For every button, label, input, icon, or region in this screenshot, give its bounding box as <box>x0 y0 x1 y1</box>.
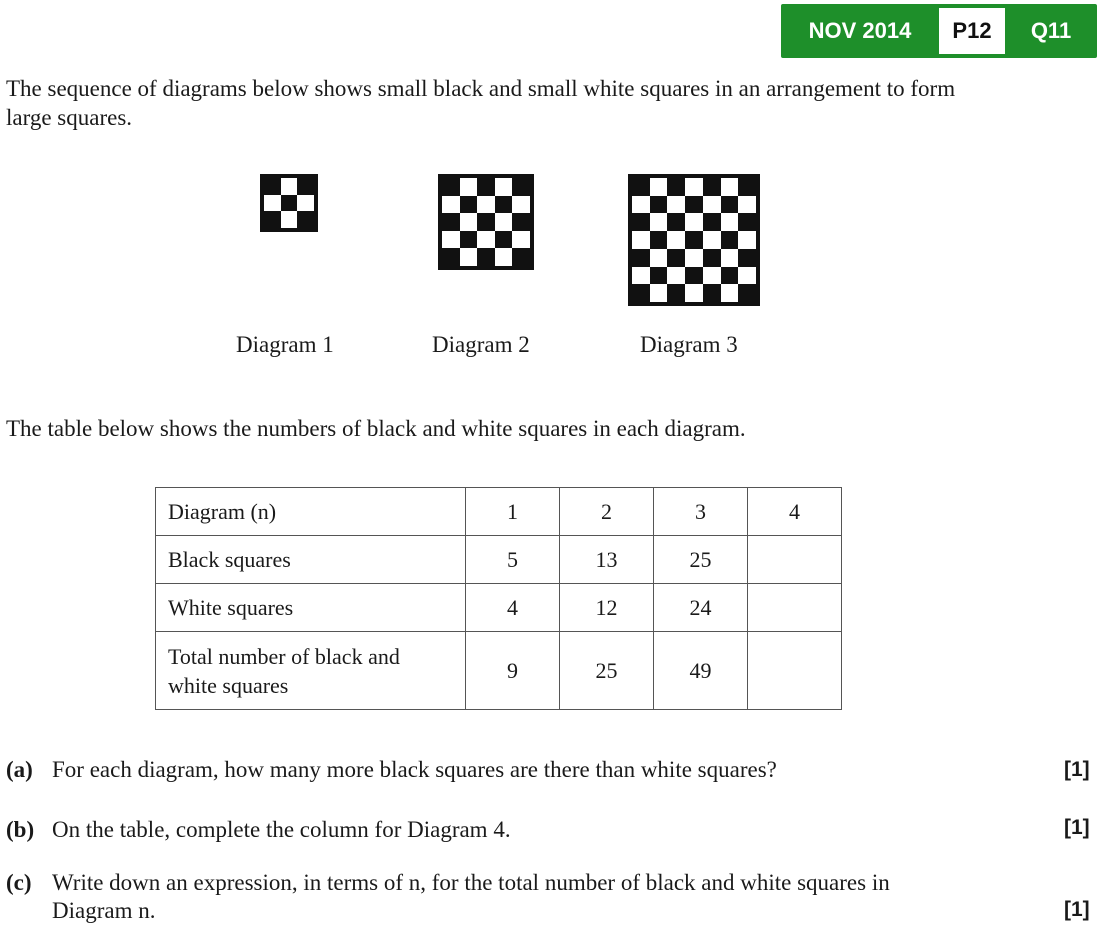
white-square <box>721 249 739 267</box>
black-square <box>264 211 281 228</box>
black-square <box>632 178 650 196</box>
black-square <box>667 249 685 267</box>
black-square <box>297 211 314 228</box>
black-square <box>264 178 281 195</box>
white-square <box>738 267 756 285</box>
black-square <box>632 284 650 302</box>
black-square <box>477 248 495 266</box>
white-square <box>721 213 739 231</box>
black-square <box>632 249 650 267</box>
row-label-total: Total number of black and white squares <box>156 632 466 710</box>
black-square <box>703 213 721 231</box>
black-square <box>442 213 460 231</box>
question-b-mark: [1] <box>1064 816 1090 839</box>
black-square <box>667 213 685 231</box>
white-square <box>667 196 685 214</box>
question-letter: (b) <box>6 817 35 842</box>
white-square <box>703 231 721 249</box>
white-square <box>738 196 756 214</box>
squares-table <box>155 487 842 710</box>
question-text: For each diagram, how many more black squares are there than white squares? <box>52 757 777 782</box>
black-square <box>738 249 756 267</box>
black-square <box>650 196 668 214</box>
question-b <box>6 816 986 844</box>
white-square <box>442 231 460 249</box>
white-square <box>703 196 721 214</box>
white-square <box>460 213 478 231</box>
diagram-1-grid <box>260 174 318 232</box>
white-square <box>667 231 685 249</box>
black-square <box>703 249 721 267</box>
table-cell: 1 <box>466 488 560 536</box>
table-row <box>156 632 842 710</box>
black-square <box>650 267 668 285</box>
white-square <box>495 178 513 196</box>
white-square <box>650 249 668 267</box>
black-square <box>667 178 685 196</box>
question-letter: (c) <box>6 870 32 895</box>
white-square <box>281 178 298 195</box>
row-label-black: Black squares <box>156 536 466 584</box>
black-square <box>512 248 530 266</box>
diagram-3-label: Diagram 3 <box>640 332 738 357</box>
black-square <box>477 213 495 231</box>
row-label-white: White squares <box>156 584 466 632</box>
black-square <box>738 178 756 196</box>
black-square <box>685 231 703 249</box>
badge-date: NOV 2014 <box>808 18 912 43</box>
black-square <box>495 196 513 214</box>
white-square <box>738 231 756 249</box>
blank-answer-cell[interactable] <box>748 632 842 710</box>
table-cell: 49 <box>654 632 748 710</box>
table-row <box>156 536 842 584</box>
black-square <box>667 284 685 302</box>
black-square <box>703 178 721 196</box>
white-square <box>442 196 460 214</box>
question-c-mark: [1] <box>1064 898 1090 921</box>
table-cell: 4 <box>466 584 560 632</box>
black-square <box>703 284 721 302</box>
white-square <box>512 196 530 214</box>
white-square <box>632 267 650 285</box>
white-square <box>650 284 668 302</box>
black-square <box>460 196 478 214</box>
question-letter: (a) <box>6 757 33 782</box>
black-square <box>650 231 668 249</box>
table-cell: 5 <box>466 536 560 584</box>
black-square <box>495 231 513 249</box>
table-cell: 4 <box>748 488 842 536</box>
diagram-2-label: Diagram 2 <box>432 332 530 357</box>
black-square <box>297 178 314 195</box>
badge-paper: P12 <box>939 8 1005 54</box>
black-square <box>512 178 530 196</box>
question-badge <box>781 4 1097 58</box>
table-row <box>156 488 842 536</box>
black-square <box>721 231 739 249</box>
white-square <box>495 213 513 231</box>
white-square <box>721 284 739 302</box>
white-square <box>667 267 685 285</box>
diagram-3-grid <box>628 174 760 306</box>
question-text: On the table, complete the column for Diagram 4. <box>52 817 511 842</box>
white-square <box>632 196 650 214</box>
question-a-mark: [1] <box>1064 758 1090 781</box>
black-square <box>738 284 756 302</box>
badge-question: Q11 <box>1030 18 1072 43</box>
row-label-diagram: Diagram (n) <box>156 488 466 536</box>
white-square <box>495 248 513 266</box>
white-square <box>477 196 495 214</box>
white-square <box>685 213 703 231</box>
table-cell: 2 <box>560 488 654 536</box>
white-square <box>460 248 478 266</box>
black-square <box>281 195 298 212</box>
table-cell: 24 <box>654 584 748 632</box>
question-a <box>6 756 986 784</box>
black-square <box>512 213 530 231</box>
table-cell: 12 <box>560 584 654 632</box>
table-cell: 3 <box>654 488 748 536</box>
white-square <box>297 195 314 212</box>
diagram-1-label: Diagram 1 <box>236 332 334 357</box>
white-square <box>650 178 668 196</box>
black-square <box>632 213 650 231</box>
black-square <box>477 178 495 196</box>
black-square <box>721 267 739 285</box>
white-square <box>460 178 478 196</box>
white-square <box>512 231 530 249</box>
table-cell: 25 <box>654 536 748 584</box>
blank-answer-cell[interactable] <box>748 584 842 632</box>
table-row <box>156 584 842 632</box>
white-square <box>281 211 298 228</box>
black-square <box>442 248 460 266</box>
black-square <box>460 231 478 249</box>
table-cell: 25 <box>560 632 654 710</box>
white-square <box>685 249 703 267</box>
black-square <box>721 196 739 214</box>
black-square <box>685 267 703 285</box>
white-square <box>632 231 650 249</box>
black-square <box>685 196 703 214</box>
white-square <box>685 284 703 302</box>
white-square <box>650 213 668 231</box>
white-square <box>477 231 495 249</box>
diagram-2-grid <box>438 174 534 270</box>
white-square <box>685 178 703 196</box>
white-square <box>264 195 281 212</box>
table-cell: 13 <box>560 536 654 584</box>
blank-answer-cell[interactable] <box>748 536 842 584</box>
intro-text: The sequence of diagrams below shows small black and small white squares in an arrangement to form large squares. <box>6 76 956 130</box>
question-c <box>6 869 986 925</box>
white-square <box>703 267 721 285</box>
table-intro-text: The table below shows the numbers of black and white squares in each diagram. <box>6 416 746 441</box>
black-square <box>442 178 460 196</box>
white-square <box>721 178 739 196</box>
black-square <box>738 213 756 231</box>
table-cell: 9 <box>466 632 560 710</box>
question-text: Write down an expression, in terms of n, for the total number of black and white squares in Diagram n. <box>52 870 890 923</box>
